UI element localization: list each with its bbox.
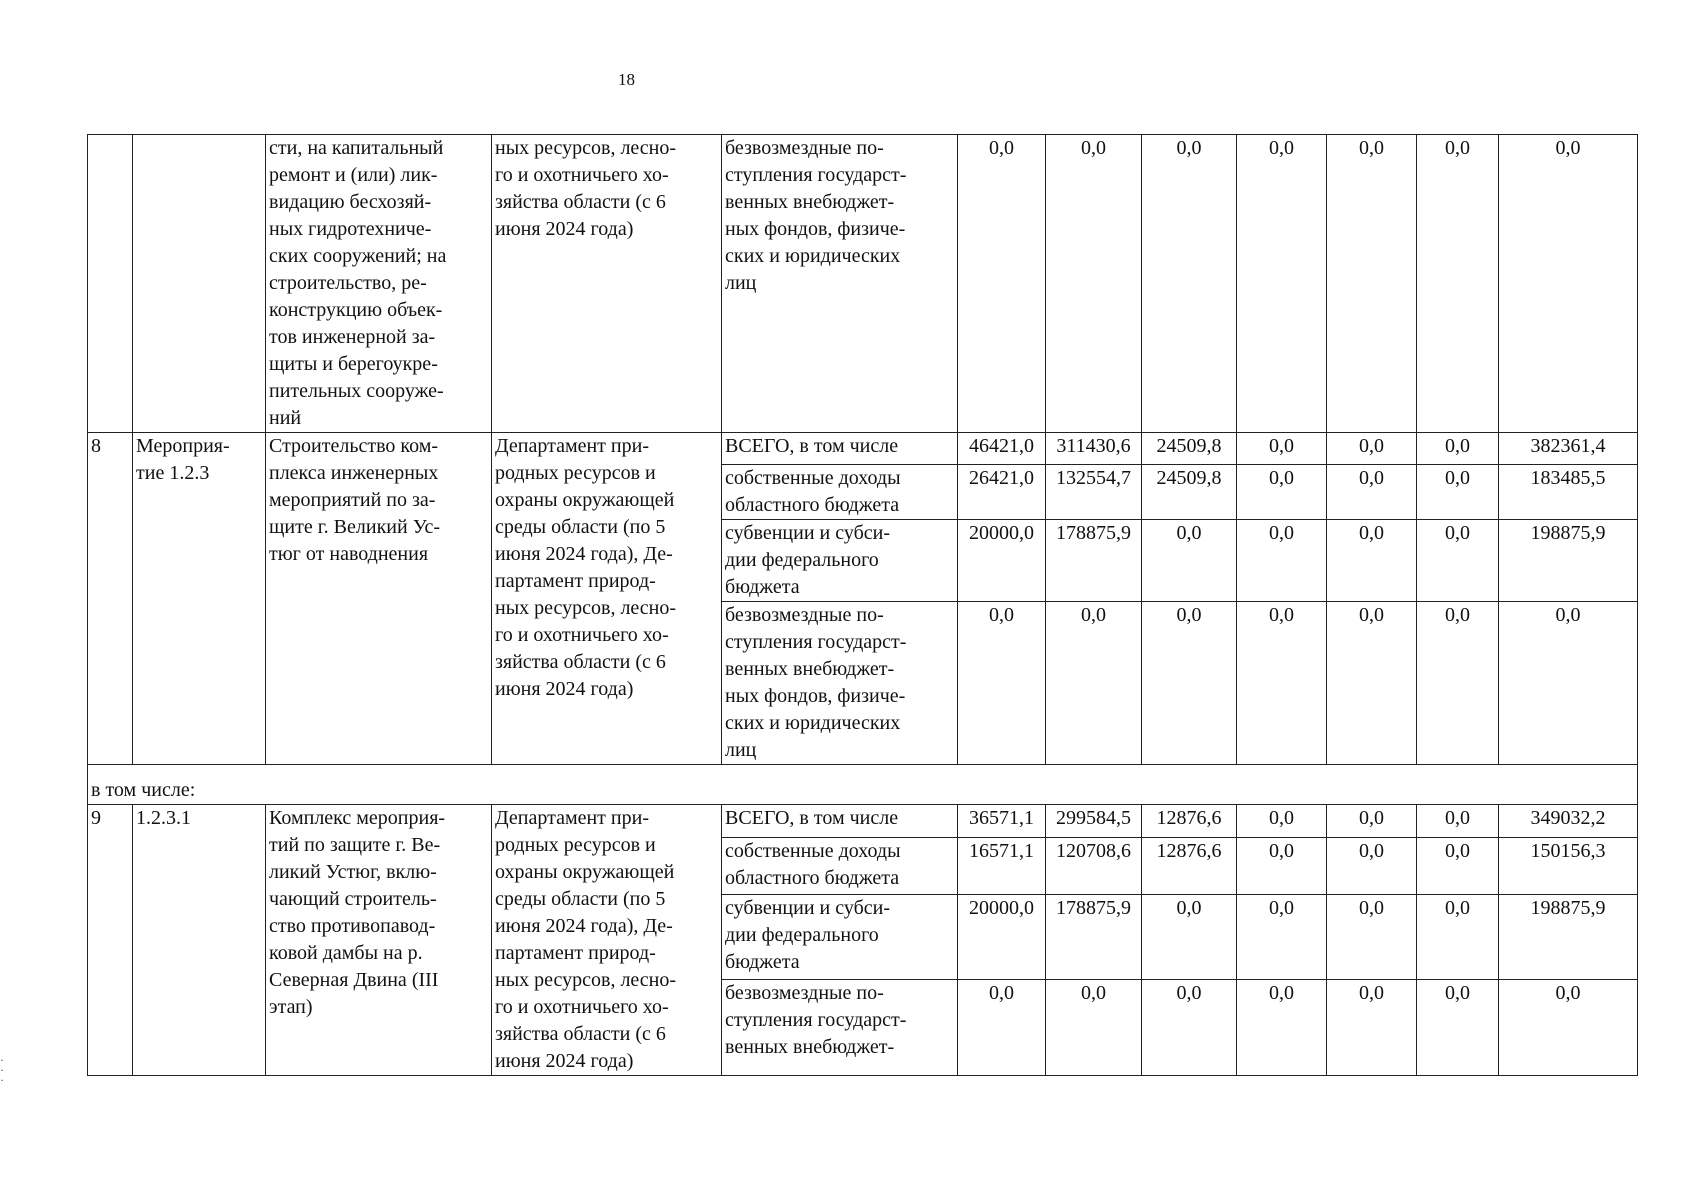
value-year-2 xyxy=(1046,805,1142,838)
value-year-6 xyxy=(1417,838,1499,895)
value-year-2 xyxy=(1046,895,1142,980)
activity-code-text: 1.2.3.1 xyxy=(136,807,191,829)
value-year-2 xyxy=(1046,433,1142,465)
table-row xyxy=(88,805,1638,838)
value-year-3 xyxy=(1142,602,1237,765)
value-year-4 xyxy=(1237,465,1327,520)
value-year-2-text: 0,0 xyxy=(1081,604,1106,626)
value-year-1 xyxy=(958,805,1046,838)
value-total-text: 198875,9 xyxy=(1530,522,1606,544)
funding-source xyxy=(722,433,958,465)
value-year-5 xyxy=(1327,465,1417,520)
value-year-2-text: 178875,9 xyxy=(1056,522,1131,544)
value-year-4-text: 0,0 xyxy=(1269,982,1294,1005)
value-year-6 xyxy=(1417,980,1499,1076)
value-year-5 xyxy=(1327,980,1417,1076)
value-year-1 xyxy=(958,433,1046,465)
value-year-3 xyxy=(1142,520,1237,602)
value-year-5-text: 0,0 xyxy=(1359,840,1384,863)
value-year-3 xyxy=(1142,465,1237,520)
funding-source xyxy=(722,838,958,895)
value-year-6-text: 0,0 xyxy=(1445,435,1470,457)
executor-text: ных ресурсов, лесно- го и охотничьего хо- зяйства области (с 6 июня 2024 года) xyxy=(495,137,677,240)
value-year-5-text: 0,0 xyxy=(1359,604,1384,626)
value-year-1 xyxy=(958,465,1046,520)
funding-source xyxy=(722,602,958,765)
value-year-6-text: 0,0 xyxy=(1445,137,1470,159)
value-year-1 xyxy=(958,135,1046,433)
value-year-2-text: 299584,5 xyxy=(1056,807,1131,829)
value-year-5-text: 0,0 xyxy=(1359,807,1384,829)
value-year-6-text: 0,0 xyxy=(1445,807,1470,829)
value-year-1-text: 26421,0 xyxy=(969,467,1034,489)
value-total-text: 382361,4 xyxy=(1530,435,1606,457)
value-total-text: 349032,2 xyxy=(1530,807,1606,829)
value-year-4 xyxy=(1237,602,1327,765)
value-year-6-text: 0,0 xyxy=(1445,522,1470,544)
value-year-5-text: 0,0 xyxy=(1359,897,1384,920)
value-year-4-text: 0,0 xyxy=(1269,807,1294,829)
value-year-1-text: 0,0 xyxy=(989,137,1014,159)
value-year-5 xyxy=(1327,838,1417,895)
value-year-3-text: 24509,8 xyxy=(1156,467,1222,489)
value-year-6 xyxy=(1417,805,1499,838)
value-year-2 xyxy=(1046,602,1142,765)
funding-source xyxy=(722,135,958,433)
funding-source xyxy=(722,465,958,520)
value-year-1 xyxy=(958,602,1046,765)
value-total-text: 150156,3 xyxy=(1530,840,1606,863)
value-year-3-text: 0,0 xyxy=(1176,137,1202,159)
value-total xyxy=(1499,805,1638,838)
value-year-2-text: 120708,6 xyxy=(1056,840,1131,863)
value-year-5 xyxy=(1327,520,1417,602)
funding-source-text: безвозмездные по- ступления государст- венных внебюджет- ных фондов, физиче- ских и юридических лиц xyxy=(725,604,907,761)
value-year-5 xyxy=(1327,805,1417,838)
budget-table xyxy=(87,134,1638,1076)
value-year-2-text: 0,0 xyxy=(1081,137,1106,159)
value-year-1-text: 20000,0 xyxy=(969,522,1034,544)
value-year-1 xyxy=(958,838,1046,895)
funding-source-text: безвозмездные по- ступления государст- венных внебюджет- xyxy=(725,982,907,1059)
section-subheader xyxy=(88,765,1638,805)
value-year-6 xyxy=(1417,602,1499,765)
value-year-5-text: 0,0 xyxy=(1359,522,1384,544)
value-year-5-text: 0,0 xyxy=(1359,467,1384,489)
value-year-5 xyxy=(1327,433,1417,465)
value-year-3-text: 12876,6 xyxy=(1156,807,1222,829)
funding-source xyxy=(722,895,958,980)
value-total xyxy=(1499,895,1638,980)
table-row xyxy=(88,135,1638,433)
value-year-3-text: 0,0 xyxy=(1176,897,1202,920)
value-year-2 xyxy=(1046,838,1142,895)
funding-source-text: собственные доходы областного бюджета xyxy=(725,840,901,890)
value-year-5 xyxy=(1327,135,1417,433)
value-total-text: 0,0 xyxy=(1555,604,1581,626)
section-subheader-row xyxy=(88,765,1638,805)
value-year-2-text: 178875,9 xyxy=(1056,897,1131,920)
value-total-text: 0,0 xyxy=(1555,982,1581,1005)
value-year-3 xyxy=(1142,433,1237,465)
value-total-text: 198875,9 xyxy=(1530,897,1606,920)
value-year-4-text: 0,0 xyxy=(1269,897,1294,920)
funding-source-text: субвенции и субси- дии федерального бюджета xyxy=(725,897,891,974)
value-year-5-text: 0,0 xyxy=(1359,137,1384,159)
value-year-5-text: 0,0 xyxy=(1359,982,1384,1005)
funding-source-text: ВСЕГО, в том числе xyxy=(725,435,899,457)
funding-source xyxy=(722,805,958,838)
value-year-3-text: 24509,8 xyxy=(1156,435,1222,457)
value-year-5 xyxy=(1327,602,1417,765)
value-year-5-text: 0,0 xyxy=(1359,435,1384,457)
value-year-3-text: 0,0 xyxy=(1176,604,1202,626)
value-year-6-text: 0,0 xyxy=(1445,982,1470,1005)
activity-code xyxy=(133,135,266,433)
value-total xyxy=(1499,433,1638,465)
margin-marks: · · · xyxy=(0,1053,4,1087)
activity-code xyxy=(133,433,266,765)
value-total xyxy=(1499,980,1638,1076)
value-year-4 xyxy=(1237,838,1327,895)
funding-source-text: безвозмездные по- ступления государст- венных внебюджет- ных фондов, физиче- ских и юридических лиц xyxy=(725,137,907,294)
value-year-4 xyxy=(1237,895,1327,980)
activity-code-text: Мероприя- тие 1.2.3 xyxy=(136,435,230,484)
value-total xyxy=(1499,465,1638,520)
row-number-text: 8 xyxy=(91,435,101,457)
value-year-1 xyxy=(958,980,1046,1076)
funding-source-text: субвенции и субси- дии федерального бюджета xyxy=(725,522,891,598)
value-year-6 xyxy=(1417,520,1499,602)
value-year-4-text: 0,0 xyxy=(1269,522,1294,544)
value-year-4-text: 0,0 xyxy=(1269,604,1294,626)
table-row xyxy=(88,433,1638,465)
value-year-6-text: 0,0 xyxy=(1445,840,1470,863)
value-year-3 xyxy=(1142,838,1237,895)
value-year-2-text: 0,0 xyxy=(1081,982,1106,1005)
value-year-2-text: 311430,6 xyxy=(1056,435,1131,457)
funding-source xyxy=(722,980,958,1076)
value-year-3-text: 12876,6 xyxy=(1156,840,1222,863)
value-year-4 xyxy=(1237,520,1327,602)
activity-title-text: Строительство ком- плекса инженерных мероприятий по за- щите г. Великий Ус- тюг от наводнения xyxy=(269,435,440,565)
value-year-2 xyxy=(1046,465,1142,520)
value-total xyxy=(1499,602,1638,765)
value-year-6-text: 0,0 xyxy=(1445,467,1470,489)
activity-title-text: Комплекс мероприя- тий по защите г. Ве- ликий Устюг, вклю- чающий строитель- ство противопавод- ковой дамбы на р. Северная Двина (III этап) xyxy=(269,807,446,1018)
executor xyxy=(492,433,722,765)
row-number xyxy=(88,135,133,433)
value-year-3-text: 0,0 xyxy=(1176,982,1202,1005)
value-year-3 xyxy=(1142,895,1237,980)
activity-title xyxy=(266,135,492,433)
value-year-4-text: 0,0 xyxy=(1269,840,1294,863)
value-total xyxy=(1499,520,1638,602)
value-year-2 xyxy=(1046,980,1142,1076)
value-year-4 xyxy=(1237,135,1327,433)
executor-text: Департамент при- родных ресурсов и охраны окружающей среды области (по 5 июня 2024 года), Де- партамент природ- ных ресурсов, лесно- го и охотничьего хо- зяйства области (с 6 июня 2024 года) xyxy=(495,807,677,1072)
value-year-1 xyxy=(958,895,1046,980)
value-year-3 xyxy=(1142,135,1237,433)
activity-title xyxy=(266,433,492,765)
value-year-2 xyxy=(1046,520,1142,602)
row-number-text: 9 xyxy=(91,807,101,829)
value-year-4-text: 0,0 xyxy=(1269,435,1294,457)
activity-title-text: сти, на капитальный ремонт и (или) лик- видацию бесхозяй- ных гидротехниче- ских сооружений; на строительство, ре- конструкцию объек- тов инженерной за- щиты и берегоукре- пительных сооруже- ний xyxy=(269,137,447,429)
value-year-1-text: 16571,1 xyxy=(969,840,1034,863)
funding-source-text: собственные доходы областного бюджета xyxy=(725,467,901,516)
value-year-5 xyxy=(1327,895,1417,980)
value-year-6-text: 0,0 xyxy=(1445,897,1470,920)
value-total-text: 0,0 xyxy=(1555,137,1581,159)
section-subheader-text: в том числе: xyxy=(91,779,196,801)
value-year-1-text: 20000,0 xyxy=(969,897,1034,920)
value-year-4-text: 0,0 xyxy=(1269,137,1294,159)
value-year-4-text: 0,0 xyxy=(1269,467,1294,489)
executor-text: Департамент при- родных ресурсов и охраны окружающей среды области (по 5 июня 2024 года), Де- партамент природ- ных ресурсов, лесно- го и охотничьего хо- зяйства области (с 6 июня 2024 года) xyxy=(495,435,677,700)
value-year-3-text: 0,0 xyxy=(1176,522,1202,544)
executor xyxy=(492,805,722,1076)
value-year-6 xyxy=(1417,895,1499,980)
value-year-1-text: 0,0 xyxy=(989,604,1014,626)
value-year-2 xyxy=(1046,135,1142,433)
value-year-4 xyxy=(1237,433,1327,465)
value-year-6-text: 0,0 xyxy=(1445,604,1470,626)
activity-code xyxy=(133,805,266,1076)
row-number xyxy=(88,433,133,765)
row-number xyxy=(88,805,133,1076)
value-year-6 xyxy=(1417,433,1499,465)
value-total-text: 183485,5 xyxy=(1530,467,1606,489)
value-year-3 xyxy=(1142,805,1237,838)
value-year-1-text: 0,0 xyxy=(989,982,1014,1005)
executor xyxy=(492,135,722,433)
value-year-4 xyxy=(1237,805,1327,838)
value-year-3 xyxy=(1142,980,1237,1076)
funding-source xyxy=(722,520,958,602)
value-year-6 xyxy=(1417,465,1499,520)
activity-title xyxy=(266,805,492,1076)
value-year-1-text: 46421,0 xyxy=(969,435,1034,457)
value-year-1-text: 36571,1 xyxy=(969,807,1034,829)
value-year-2-text: 132554,7 xyxy=(1056,467,1131,489)
funding-source-text: ВСЕГО, в том числе xyxy=(725,807,899,829)
value-total xyxy=(1499,135,1638,433)
value-year-1 xyxy=(958,520,1046,602)
value-year-4 xyxy=(1237,980,1327,1076)
value-total xyxy=(1499,838,1638,895)
value-year-6 xyxy=(1417,135,1499,433)
page-number: 18 xyxy=(618,70,635,89)
